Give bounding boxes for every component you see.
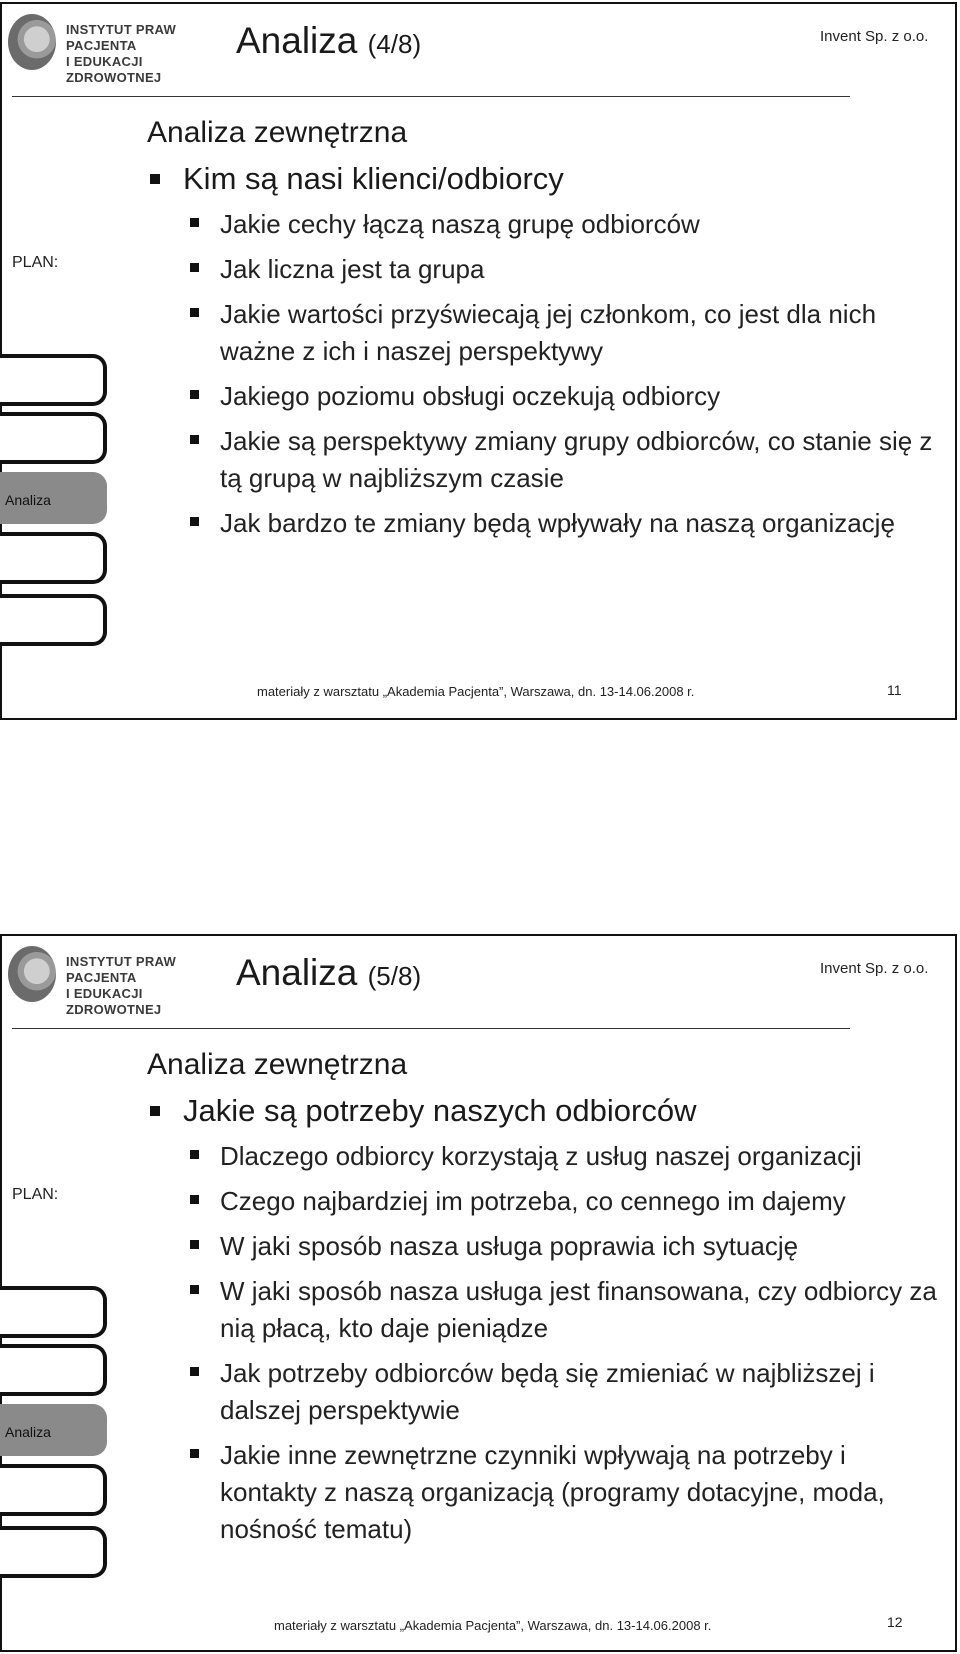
plan-label: PLAN: (12, 1186, 59, 1203)
agenda-tab (0, 594, 107, 646)
slide-content (147, 116, 937, 550)
company-name: Invent Sp. z o.o. (820, 960, 929, 977)
sub-bullet: W jaki sposób nasza usługa jest finansowana, czy odbiorcy za nią płacą, kto daje pieniądze (190, 1273, 937, 1347)
logo-line-2: I EDUKACJI ZDROWOTNEJ (66, 986, 162, 1017)
sub-bullet: Jakie wartości przyświecają jej członkom, co jest dla nich ważne z ich i naszej perspektywy (190, 296, 937, 370)
sub-bullet: Czego najbardziej im potrzeba, co cennego im dajemy (190, 1183, 937, 1220)
page-number: 12 (887, 1614, 903, 1630)
slide-title-main: Analiza (236, 952, 358, 993)
slide-title-counter: (4/8) (367, 29, 422, 59)
sub-bullet: W jaki sposób nasza usługa poprawia ich sytuację (190, 1228, 937, 1265)
agenda-tab (0, 532, 107, 584)
sub-bullet: Dlaczego odbiorcy korzystają z usług naszej organizacji (190, 1138, 937, 1175)
sub-bullet: Jakiego poziomu obsługi oczekują odbiorcy (190, 378, 937, 415)
slide-12 (0, 934, 957, 1652)
slide-footer: materiały z warsztatu „Akademia Pacjenta”, Warszawa, dn. 13-14.06.2008 r. (257, 684, 695, 699)
agenda-tab-label: Analiza (5, 1424, 51, 1440)
agenda-tab (0, 1526, 107, 1578)
institute-logo (8, 14, 218, 85)
header-divider (12, 96, 850, 97)
sub-bullet: Jak liczna jest ta grupa (190, 251, 937, 288)
agenda-tab (0, 1286, 107, 1338)
sub-bullet: Jak potrzeby odbiorców będą się zmieniać w najbliższej i dalszej perspektywie (190, 1355, 937, 1429)
plan-label: PLAN: (12, 254, 59, 271)
slide-content (147, 1048, 937, 1556)
agenda-tab-label: Analiza (5, 492, 51, 508)
logo-line-1: INSTYTUT PRAW PACJENTA (66, 22, 177, 53)
slide-title (236, 20, 421, 62)
section-title: Analiza zewnętrzna (147, 1048, 408, 1081)
header-divider (12, 1028, 850, 1029)
profile-logo-icon (8, 946, 56, 1002)
main-bullet: Kim są nasi klienci/odbiorcy (147, 160, 937, 198)
agenda-tab (0, 1344, 107, 1396)
slide-title-main: Analiza (236, 20, 358, 61)
agenda-tab (0, 354, 107, 406)
sub-bullet: Jak bardzo te zmiany będą wpływały na naszą organizację (190, 505, 937, 542)
profile-logo-icon (8, 14, 56, 70)
slide-title-counter: (5/8) (367, 961, 422, 991)
section-title: Analiza zewnętrzna (147, 116, 408, 149)
sub-bullet: Jakie są perspektywy zmiany grupy odbiorców, co stanie się z tą grupą w najbliższym czasie (190, 423, 937, 497)
sub-bullet: Jakie inne zewnętrzne czynniki wpływają na potrzeby i kontakty z naszą organizacją (programy dotacyjne, moda, nośność tematu) (190, 1437, 937, 1548)
institute-logo (8, 946, 218, 1017)
company-name: Invent Sp. z o.o. (820, 28, 929, 45)
page-number: 11 (887, 682, 902, 698)
slide-title (236, 952, 421, 994)
logo-line-1: INSTYTUT PRAW PACJENTA (66, 954, 177, 985)
agenda-tab (0, 1464, 107, 1516)
slide-11 (0, 2, 957, 720)
sub-bullet: Jakie cechy łączą naszą grupę odbiorców (190, 206, 937, 243)
logo-line-2: I EDUKACJI ZDROWOTNEJ (66, 54, 162, 85)
agenda-tab (0, 412, 107, 464)
slide-footer: materiały z warsztatu „Akademia Pacjenta”, Warszawa, dn. 13-14.06.2008 r. (274, 1618, 712, 1633)
main-bullet: Jakie są potrzeby naszych odbiorców (147, 1092, 937, 1130)
